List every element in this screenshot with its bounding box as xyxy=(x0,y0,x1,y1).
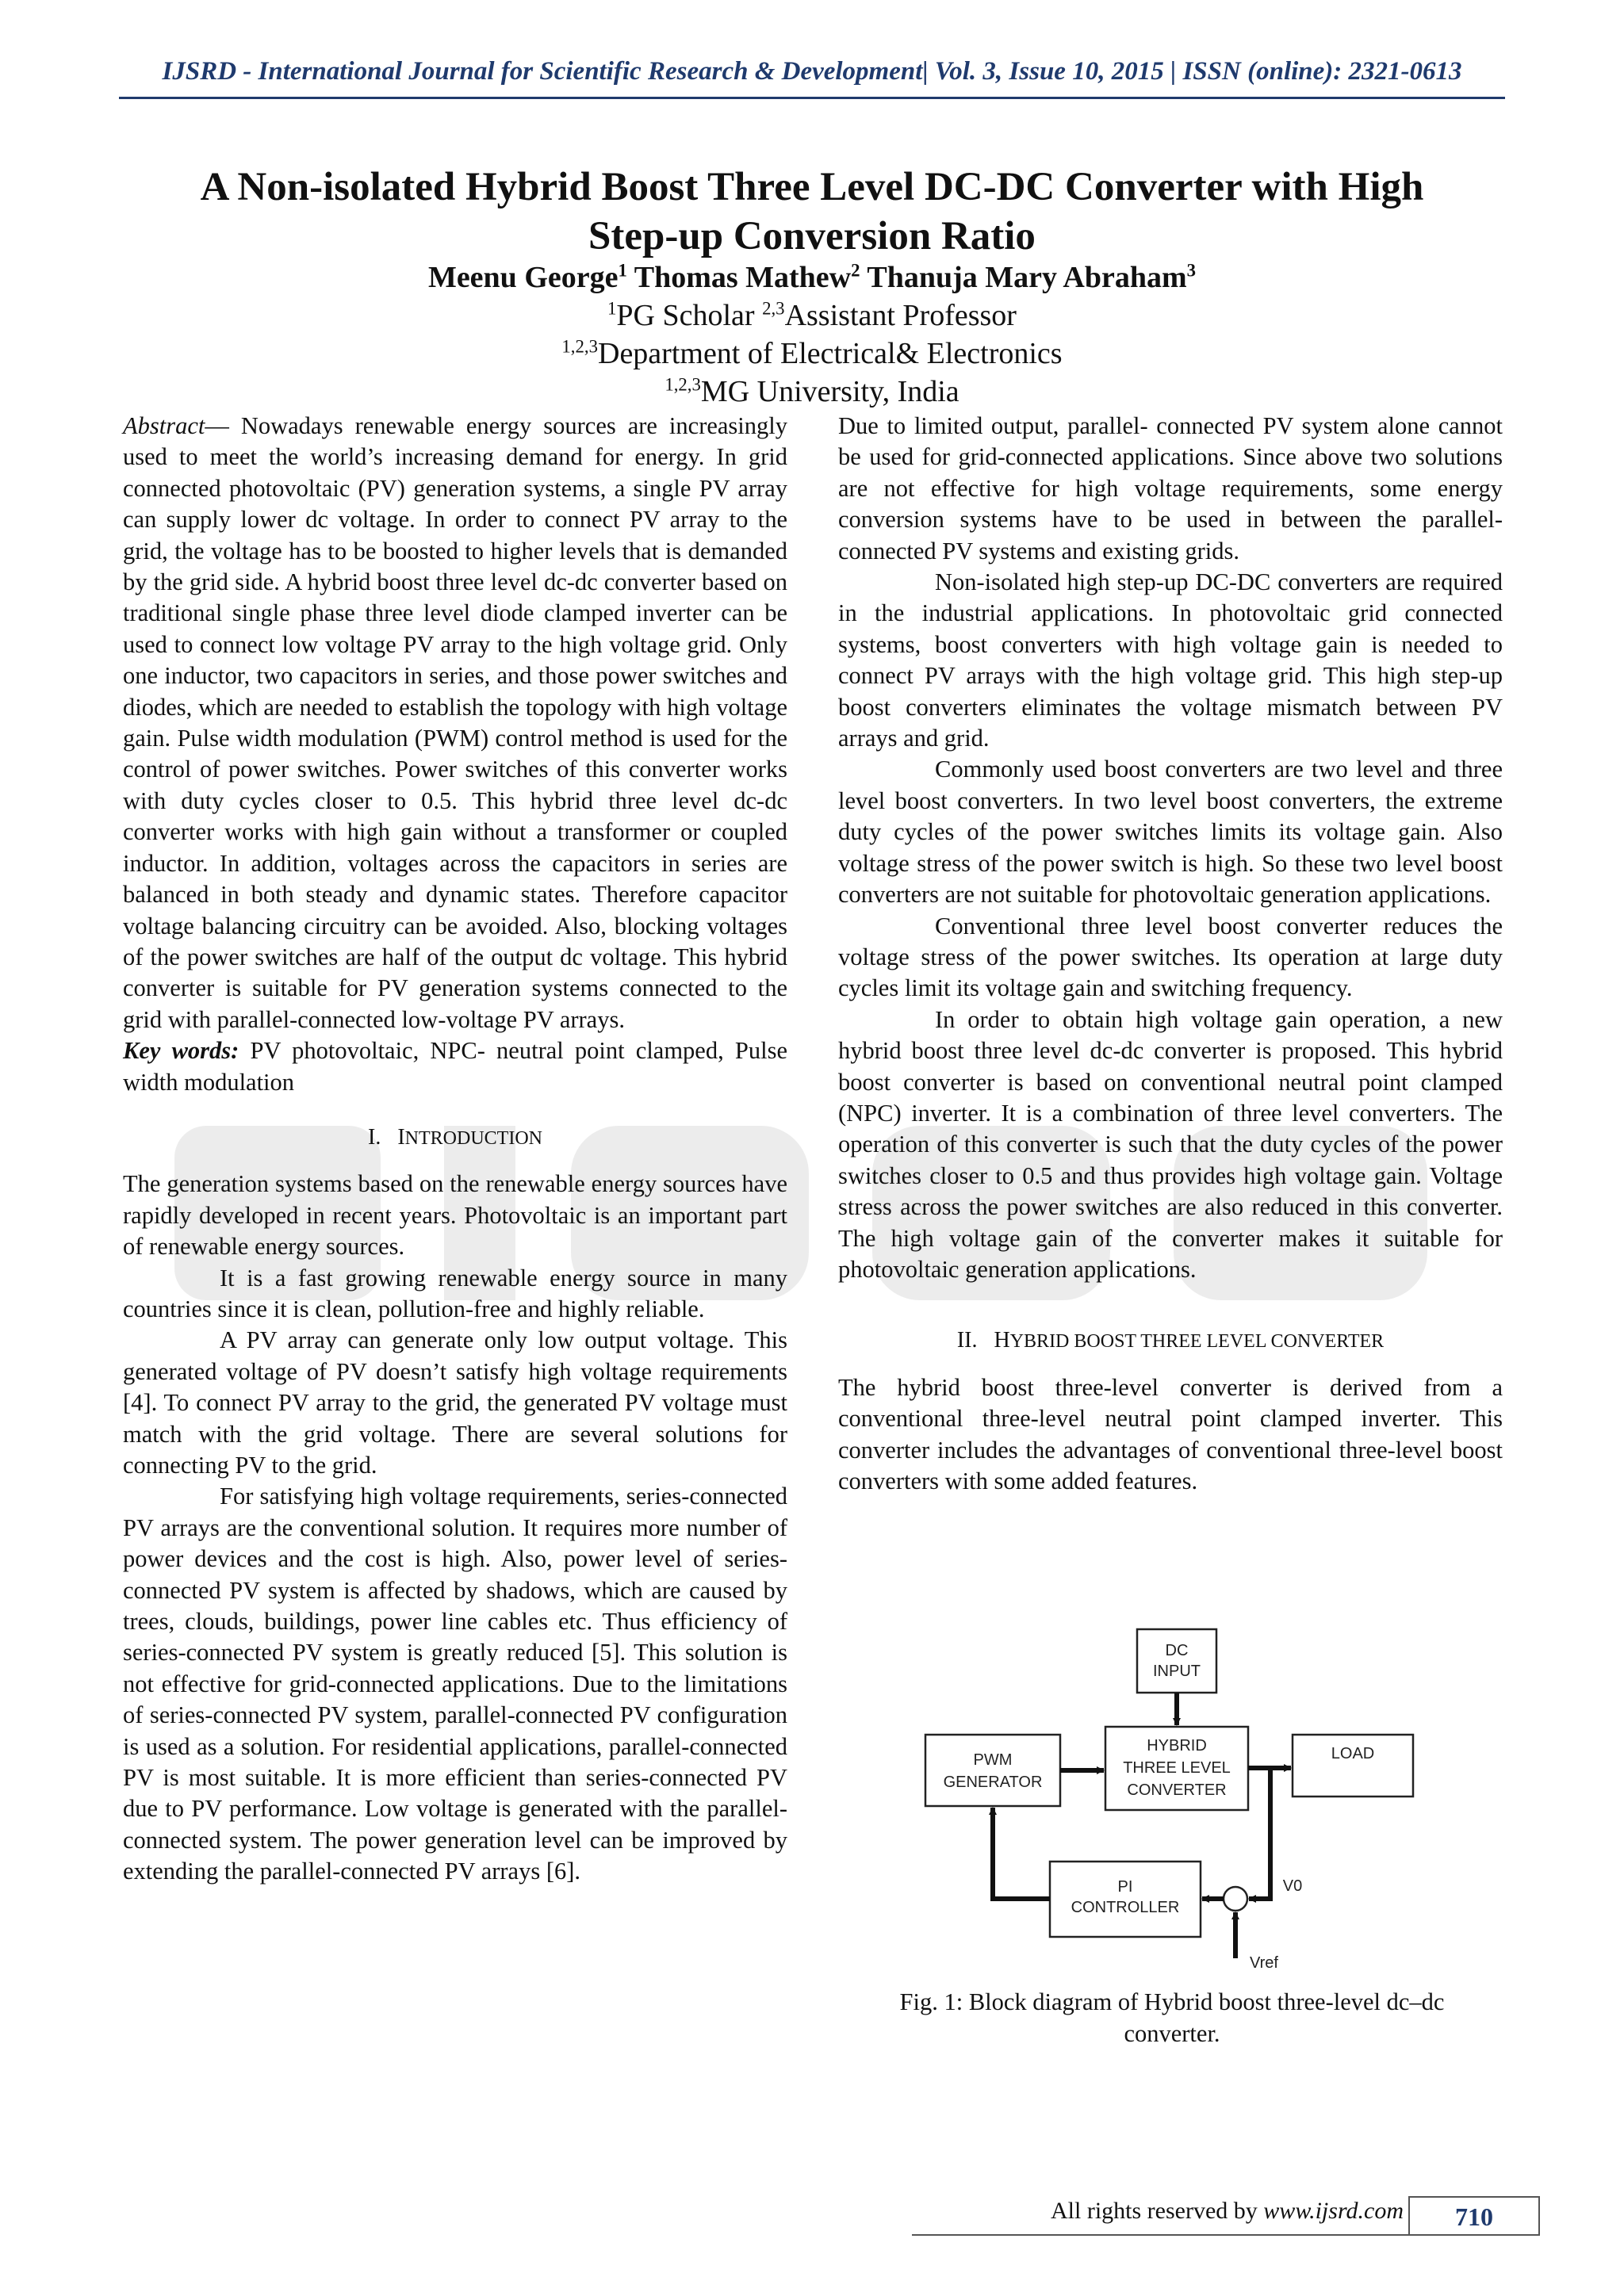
dc-input-label: DC xyxy=(1165,1642,1189,1659)
abstract-label: Abstract xyxy=(123,412,205,439)
pi-controller-label: CONTROLLER xyxy=(1071,1899,1180,1916)
title-line-2: Step-up Conversion Ratio xyxy=(588,214,1036,258)
load-label: LOAD xyxy=(1331,1745,1375,1762)
caption-line-1: Fig. 1: Block diagram of Hybrid boost three-level dc–dc xyxy=(899,1988,1445,2015)
paragraph: The generation systems based on the renewable energy sources have rapidly developed in recent years. Photovoltaic is an important part of renewable energy sources. xyxy=(123,1170,787,1261)
arrow-pi-to-pwm xyxy=(993,1808,1050,1899)
paper-title xyxy=(119,163,1505,261)
department: Department of Electrical& Electronics xyxy=(598,337,1063,370)
section-title-initial: I xyxy=(397,1124,405,1150)
dc-input-block xyxy=(1137,1629,1216,1693)
title-line-1: A Non-isolated Hybrid Boost Three Level DC-DC Converter with High xyxy=(200,165,1424,209)
caption-line-2: converter. xyxy=(1124,2020,1220,2047)
header-rule xyxy=(119,97,1505,99)
figure-caption xyxy=(839,1986,1505,2049)
paragraph: Commonly used boost converters are two level and three level boost converters. In two level boost converters, the extreme duty cycles of the power switches limits its voltage gain. Also voltage stress of the power switch is high. So these two level boost converters are not suitable for photovoltaic generation applications. xyxy=(838,756,1503,909)
feedback-line-v0 xyxy=(1249,1768,1270,1899)
pi-controller-label: PI xyxy=(1117,1878,1133,1896)
university: MG University, India xyxy=(700,375,959,408)
hybrid-converter-label: THREE LEVEL xyxy=(1123,1759,1231,1777)
right-column xyxy=(838,411,1503,1497)
paragraph: Conventional three level boost converter reduces the voltage stress of the power switches. Its operation at large duty cycles limit its voltage gain and switching frequency. xyxy=(838,912,1503,1002)
author-list xyxy=(119,260,1505,295)
paragraph: A PV array can generate only low output voltage. This generated voltage of PV doesn’t satisfy high voltage requirements [4]. To connect PV array to the grid, the generated PV voltage must match with the grid voltage. There are several solutions for connecting PV to the grid. xyxy=(123,1326,787,1479)
vref-label: Vref xyxy=(1250,1954,1278,1972)
section-heading-introduction xyxy=(123,1122,787,1154)
author-sup: 3 xyxy=(1186,260,1197,281)
block-diagram-svg xyxy=(921,1625,1421,1982)
role-pg-scholar: PG Scholar xyxy=(616,299,763,332)
summing-junction xyxy=(1224,1887,1247,1911)
footer-rights xyxy=(912,2198,1404,2225)
keywords xyxy=(123,1035,787,1098)
paragraph: In order to obtain high voltage gain operation, a new hybrid boost three level dc-dc converter is proposed. This hybrid boost converter is based on conventional neutral point clamped (NPC) inverter. It is a combination of three level converters. The operation of this converter is such that the duty cycles of the power switches closer to 0.5 and thus provides high voltage gain. Voltage stress across the power switches are also reduced in this converter. The high voltage gain of the converter makes it suitable for photovoltaic generation applications. xyxy=(838,1005,1503,1283)
author-name: Thanuja Mary Abraham xyxy=(867,261,1187,294)
paragraph: It is a fast growing renewable energy source in many countries since it is clean, pollution-free and highly reliable. xyxy=(123,1264,787,1322)
hybrid-converter-label: HYBRID xyxy=(1147,1737,1207,1755)
site-link[interactable]: www.ijsrd.com xyxy=(1263,2198,1404,2224)
author-name: Meenu George xyxy=(427,261,619,294)
section-title-rest: NTRODUCTION xyxy=(404,1127,542,1149)
affiliation-department xyxy=(119,336,1505,371)
role-assistant-professor: Assistant Professor xyxy=(784,299,1017,332)
abstract xyxy=(123,411,787,1035)
load-block xyxy=(1293,1735,1413,1797)
paragraph: Non-isolated high step-up DC-DC converters are required in the industrial applications. In photovoltaic grid connected systems, boost converters with high voltage gain is needed to connect PV arrays with the high voltage grid. This high step-up boost converters eliminates the voltage mismatch between PV arrays and grid. xyxy=(838,568,1503,752)
journal-header: IJSRD - International Journal for Scientific Research & Development| Vol. 3, Issue 10, 2015 | ISSN (online): 2321-0613 xyxy=(162,57,1462,86)
author-sup: 1 xyxy=(618,260,627,281)
keywords-label: Key words: xyxy=(123,1037,239,1065)
section-title-rest: YBRID BOOST THREE LEVEL CONVERTER xyxy=(1009,1331,1385,1353)
page-number: 710 xyxy=(1408,2196,1540,2236)
figure-block-diagram xyxy=(921,1625,1421,1982)
section-number: I. xyxy=(368,1124,381,1150)
paragraph: Due to limited output, parallel- connected PV system alone cannot be used for grid-connected applications. Since above two solutions are not effective for high voltage requirements, some energy conversion systems have to be used in between the parallel-connected PV systems and existing grids. xyxy=(838,412,1503,564)
author-sup: 2 xyxy=(851,260,860,281)
section-number: II. xyxy=(956,1328,978,1353)
dc-input-label: INPUT xyxy=(1153,1663,1201,1680)
section-title-initial: H xyxy=(994,1328,1010,1353)
section-heading-hybrid-boost xyxy=(838,1325,1503,1357)
affiliation-roles xyxy=(119,298,1505,333)
aff-sup: 1,2,3 xyxy=(665,374,701,395)
aff-sup: 1 xyxy=(607,298,617,319)
pwm-generator-block xyxy=(925,1735,1060,1806)
affiliation-university xyxy=(119,374,1505,409)
v0-label: V0 xyxy=(1282,1877,1303,1895)
keywords-text: PV photovoltaic, NPC- neutral point clamped, Pulse width modulation xyxy=(123,1037,787,1096)
abstract-text: — Nowadays renewable energy sources are increasingly used to meet the world’s increasing demand for energy. In grid connected photovoltaic (PV) generation systems, a single PV array can supply lower dc voltage. In order to connect PV array to the grid, the voltage has to be boosted to higher levels that is demanded by the grid side. A hybrid boost three level dc-dc converter based on traditional single phase three level diode clamped inverter can be used to connect low voltage PV array to the high voltage grid. Only one inductor, two capacitors in series, and those power switches and diodes, which are needed to establish the topology with high voltage gain. Pulse width modulation (PWM) control method is used for the control of power switches. Power switches of this converter works with duty cycles closer to 0.5. This hybrid three level dc-dc converter works with high gain without a transformer or coupled inductor. In addition, voltages across the capacitors in series are balanced in both steady and dynamic states. Therefore capacitor voltage balancing circuitry can be avoided. Also, blocking voltages of the power switches are half of the output dc voltage. This hybrid converter is suitable for PV generation systems connected to the grid with parallel-connected low-voltage PV arrays. xyxy=(123,412,787,1033)
author-name: Thomas Mathew xyxy=(634,261,852,294)
rights-prefix: All rights reserved by xyxy=(1051,2198,1264,2224)
aff-sup: 1,2,3 xyxy=(561,336,598,357)
aff-sup: 2,3 xyxy=(762,298,785,319)
left-column xyxy=(123,411,787,1888)
pwm-generator-label: GENERATOR xyxy=(943,1774,1043,1791)
paragraph: The hybrid boost three-level converter is derived from a conventional three-level neutral point clamped inverter. This converter includes the advantages of conventional three-level boost converters with some added features. xyxy=(838,1373,1503,1494)
hybrid-converter-label: CONVERTER xyxy=(1127,1781,1227,1799)
pwm-generator-label: PWM xyxy=(973,1751,1013,1769)
paragraph: For satisfying high voltage requirements, series-connected PV arrays are the conventional solution. It requires more number of power devices and the cost is high. Also, power level of series-connected PV system is affected by shadows, which are caused by trees, clouds, buildings, power line cables etc. Thus efficiency of series-connected PV system is greatly reduced [5]. This solution is not effective for grid-connected applications. Due to the limitations of series-connected PV system, parallel-connected PV configuration is used as a solution. For residential applications, parallel-connected PV is most suitable. It is more efficient than series-connected PV due to PV performance. Low voltage is generated with the parallel-connected system. The power generation level can be improved by extending the parallel-connected PV arrays [6]. xyxy=(123,1483,787,1885)
